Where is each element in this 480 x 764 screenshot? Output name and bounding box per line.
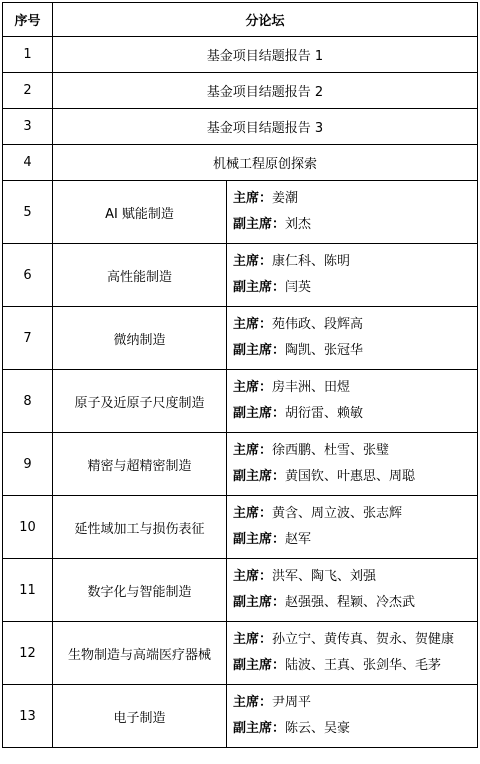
vice-chair-names: 胡衍雷、赖敏: [285, 406, 364, 421]
vice-chair-line: [233, 338, 477, 364]
chair-names: 孙立宁、黄传真、贺永、贺健康: [272, 632, 455, 647]
row-number: 12: [3, 622, 53, 685]
vice-chair-line: [233, 464, 477, 490]
chair-names: 姜潮: [272, 191, 299, 206]
vice-chair-names: 黄国钦、叶惠思、周聪: [285, 469, 416, 484]
row-number: 13: [3, 685, 53, 748]
chair-label: 主席：: [233, 443, 273, 458]
table-header-row: [3, 3, 478, 37]
chair-line: [233, 312, 477, 338]
chair-names: 黄含、周立波、张志辉: [272, 506, 403, 521]
chair-names: 徐西鹏、杜雪、张璧: [272, 443, 390, 458]
vice-chair-line: [233, 653, 477, 679]
forum-name: 延性域加工与损伤表征: [53, 496, 227, 559]
row-number: 8: [3, 370, 53, 433]
chair-names: 苑伟政、段辉高: [272, 317, 364, 332]
chair-line: [233, 249, 477, 275]
vice-chair-line: [233, 275, 477, 301]
chair-label: 主席：: [233, 506, 273, 521]
chair-line: [233, 375, 477, 401]
forum-name: 精密与超精密制造: [53, 433, 227, 496]
row-number: 5: [3, 181, 53, 244]
vice-chair-line: [233, 716, 477, 742]
vice-chair-label: 副主席：: [233, 595, 286, 610]
chair-line: [233, 186, 477, 212]
chair-label: 主席：: [233, 380, 273, 395]
chairs-cell: [227, 559, 478, 622]
chair-line: [233, 501, 477, 527]
header-no: 序号: [3, 3, 53, 37]
table-row: [3, 622, 478, 685]
vice-chair-names: 赵强强、程颖、冷杰武: [285, 595, 416, 610]
chair-names: 尹周平: [272, 695, 312, 710]
chair-line: [233, 690, 477, 716]
forum-name: 基金项目结题报告 2: [53, 73, 478, 109]
chair-names: 房丰洲、田煜: [272, 380, 351, 395]
vice-chair-names: 陶凯、张冠华: [285, 343, 364, 358]
vice-chair-line: [233, 401, 477, 427]
forum-name: 原子及近原子尺度制造: [53, 370, 227, 433]
forum-name: AI 赋能制造: [53, 181, 227, 244]
row-number: 11: [3, 559, 53, 622]
chair-label: 主席：: [233, 254, 273, 269]
forum-table: [2, 2, 478, 748]
vice-chair-label: 副主席：: [233, 406, 286, 421]
forum-name: 数字化与智能制造: [53, 559, 227, 622]
chair-label: 主席：: [233, 317, 273, 332]
vice-chair-line: [233, 590, 477, 616]
table-row: [3, 244, 478, 307]
forum-name: 基金项目结题报告 3: [53, 109, 478, 145]
chairs-cell: [227, 244, 478, 307]
table-row: [3, 181, 478, 244]
forum-name: 生物制造与高端医疗器械: [53, 622, 227, 685]
vice-chair-names: 刘杰: [285, 217, 312, 232]
chairs-cell: [227, 685, 478, 748]
table-row: [3, 370, 478, 433]
row-number: 2: [3, 73, 53, 109]
vice-chair-names: 赵军: [285, 532, 312, 547]
table-row: [3, 307, 478, 370]
table-row: [3, 559, 478, 622]
chair-label: 主席：: [233, 632, 273, 647]
chairs-cell: [227, 307, 478, 370]
vice-chair-label: 副主席：: [233, 343, 286, 358]
chairs-cell: [227, 181, 478, 244]
chair-names: 康仁科、陈明: [272, 254, 351, 269]
vice-chair-line: [233, 527, 477, 553]
forum-name: 电子制造: [53, 685, 227, 748]
table-row: [3, 496, 478, 559]
forum-name: 高性能制造: [53, 244, 227, 307]
forum-name: 基金项目结题报告 1: [53, 37, 478, 73]
header-forum: 分论坛: [53, 3, 478, 37]
chair-names: 洪军、陶飞、刘强: [272, 569, 377, 584]
vice-chair-names: 闫英: [285, 280, 312, 295]
row-number: 7: [3, 307, 53, 370]
vice-chair-names: 陆波、王真、张剑华、毛茅: [285, 658, 442, 673]
vice-chair-line: [233, 212, 477, 238]
chair-label: 主席：: [233, 191, 273, 206]
row-number: 3: [3, 109, 53, 145]
table-row: [3, 109, 478, 145]
table-body: [3, 37, 478, 748]
row-number: 10: [3, 496, 53, 559]
row-number: 4: [3, 145, 53, 181]
table-row: [3, 685, 478, 748]
vice-chair-names: 陈云、吴豪: [285, 721, 351, 736]
vice-chair-label: 副主席：: [233, 658, 286, 673]
row-number: 1: [3, 37, 53, 73]
table-row: [3, 145, 478, 181]
chairs-cell: [227, 433, 478, 496]
table-row: [3, 37, 478, 73]
chair-line: [233, 627, 477, 653]
table-row: [3, 73, 478, 109]
chair-label: 主席：: [233, 695, 273, 710]
forum-name: 微纳制造: [53, 307, 227, 370]
chairs-cell: [227, 370, 478, 433]
vice-chair-label: 副主席：: [233, 532, 286, 547]
vice-chair-label: 副主席：: [233, 280, 286, 295]
chair-line: [233, 564, 477, 590]
vice-chair-label: 副主席：: [233, 469, 286, 484]
vice-chair-label: 副主席：: [233, 721, 286, 736]
table-row: [3, 433, 478, 496]
row-number: 9: [3, 433, 53, 496]
forum-name: 机械工程原创探索: [53, 145, 478, 181]
vice-chair-label: 副主席：: [233, 217, 286, 232]
chairs-cell: [227, 496, 478, 559]
chair-label: 主席：: [233, 569, 273, 584]
row-number: 6: [3, 244, 53, 307]
chair-line: [233, 438, 477, 464]
chairs-cell: [227, 622, 478, 685]
